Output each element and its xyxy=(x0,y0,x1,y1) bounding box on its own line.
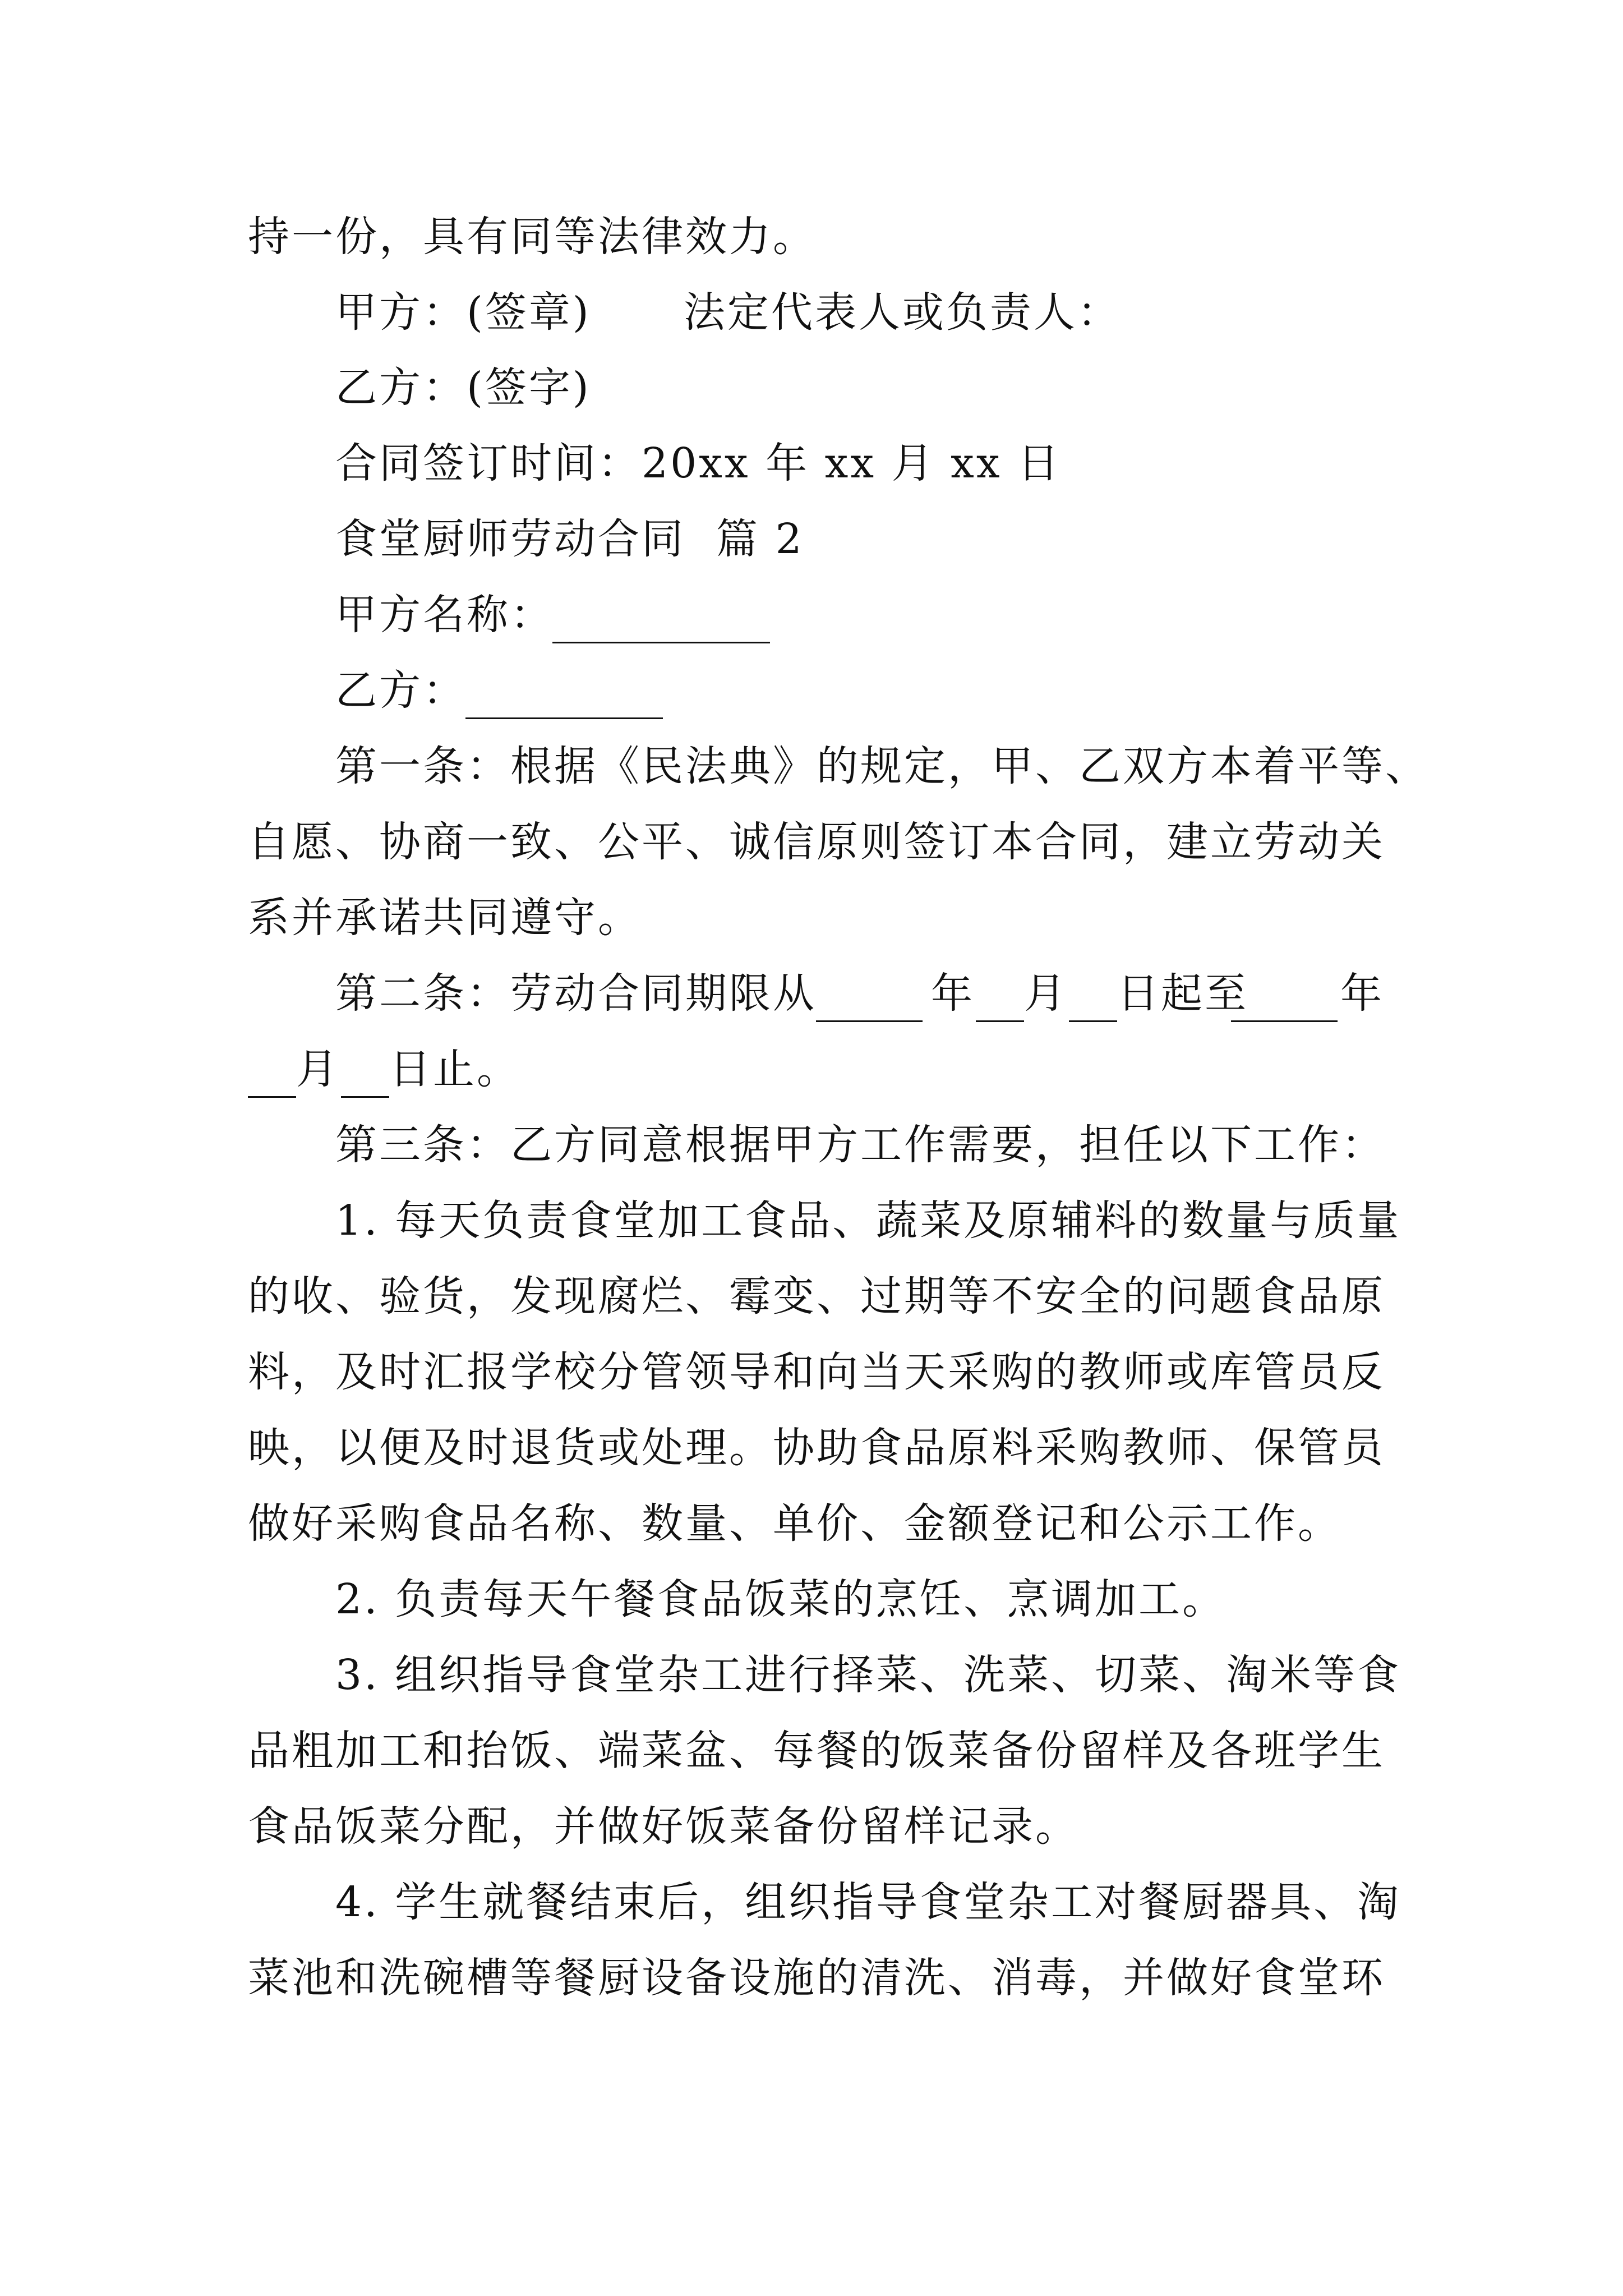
article-text-line: 映，以便及时退货或处理。协助食品原料采购教师、保管员 xyxy=(248,1424,1385,1472)
article-text-line: 4. 学生就餐结束后，组织指导食堂杂工对餐厨器具、淘 xyxy=(335,1878,1401,1926)
article-text-line: 自愿、协商一致、公平、诚信原则签订本合同，建立劳动关 xyxy=(248,818,1385,866)
signature-line-party-b: 乙方：(签字) xyxy=(335,364,591,412)
fill-in-blank xyxy=(465,717,663,719)
article-text-line: 系并承诺共同遵守。 xyxy=(248,894,642,942)
article-text-line: 菜池和洗碗槽等餐厨设备设施的清洗、消毒，并做好食堂环 xyxy=(248,1954,1385,2002)
fill-in-blank-month xyxy=(976,1020,1024,1022)
article-text-line: 食品饭菜分配，并做好饭菜备份留样记录。 xyxy=(248,1802,1079,1851)
article-text-line: 1. 每天负责食堂加工食品、蔬菜及原辅料的数量与质量 xyxy=(335,1197,1401,1245)
fill-in-blank-month xyxy=(248,1096,296,1098)
article-text-line: 料，及时汇报学校分管领导和向当天采购的教师或库管员反 xyxy=(248,1348,1385,1396)
party-b-label: 乙方： xyxy=(335,666,467,715)
fill-in-blank-day xyxy=(341,1096,389,1098)
article-text-fragment: 年 xyxy=(931,969,975,1018)
article-text-line: 做好采购食品名称、数量、单价、金额登记和公示工作。 xyxy=(248,1499,1341,1548)
section-title: 食堂厨师劳动合同 篇 2 xyxy=(335,515,804,563)
article-text-line: 2. 负责每天午餐食品饭菜的烹饪、烹调加工。 xyxy=(335,1575,1227,1623)
article-text-line: 的收、验货，发现腐烂、霉变、过期等不安全的问题食品原 xyxy=(248,1272,1385,1320)
party-a-name-label: 甲方名称： xyxy=(335,591,554,639)
article-text-fragment: 月 xyxy=(296,1045,340,1093)
article-text-line: 第一条：根据《民法典》的规定，甲、乙双方本着平等、 xyxy=(335,742,1429,790)
article-text-line: 品粗加工和抬饭、端菜盆、每餐的饭菜备份留样及各班学生 xyxy=(248,1727,1385,1775)
article-text-fragment: 年 xyxy=(1340,969,1384,1018)
article-text-line: 第三条：乙方同意根据甲方工作需要，担任以下工作： xyxy=(335,1121,1385,1169)
article-text-fragment: 日起至 xyxy=(1117,969,1248,1018)
fill-in-blank xyxy=(552,642,770,643)
fill-in-blank-year xyxy=(1231,1020,1338,1022)
fill-in-blank-year xyxy=(816,1020,923,1022)
article-text-fragment: 日止。 xyxy=(389,1045,520,1093)
fill-in-blank-day xyxy=(1069,1020,1117,1022)
article-text-fragment: 月 xyxy=(1024,969,1068,1018)
article-text-line: 3. 组织指导食堂杂工进行择菜、洗菜、切菜、淘米等食 xyxy=(335,1651,1401,1699)
text-line: 持一份，具有同等法律效力。 xyxy=(248,213,817,261)
signing-date-line: 合同签订时间：20xx 年 xx 月 xx 日 xyxy=(335,439,1062,487)
signature-line-party-a: 甲方：(签章) 法定代表人或负责人： xyxy=(335,288,1121,337)
article-text-line: 第二条：劳动合同期限从 xyxy=(335,969,817,1018)
